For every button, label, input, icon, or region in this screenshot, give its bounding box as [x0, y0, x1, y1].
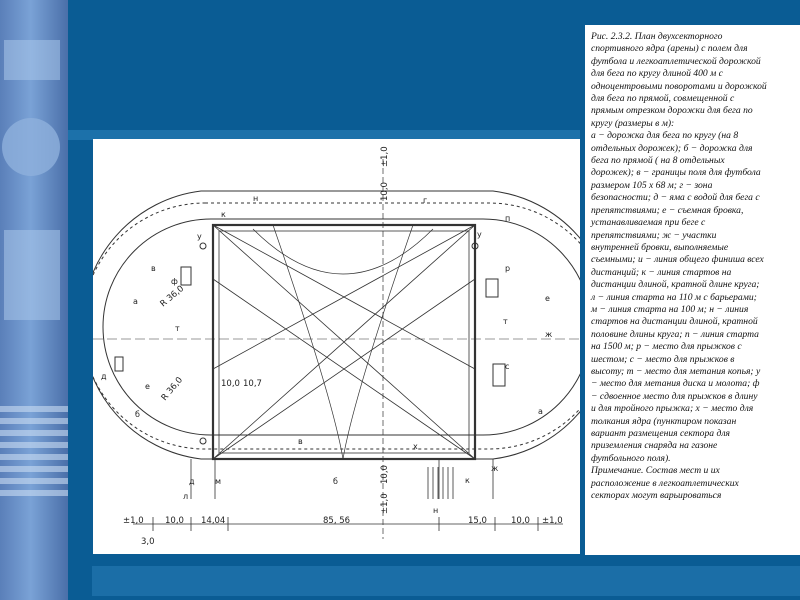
caption-line: съемными; и − линия общего финиша всех [591, 254, 764, 266]
caption-line: м − линия старта на 100 м; н − линия [591, 303, 749, 315]
caption-line: отдельных дорожек); б − дорожка для [591, 142, 753, 154]
legend-letter: т [175, 324, 180, 333]
caption-line: для бега по кругу длиной 400 м с [591, 68, 723, 80]
legend-letter: ф [171, 277, 178, 286]
caption-line: кругу (размеры в м): [591, 117, 675, 129]
legend-letter: а [133, 297, 138, 306]
caption-line: бега по прямой ( на 8 отдельных [591, 155, 725, 167]
dimension-text: 10,0 [511, 516, 530, 526]
legend-letter: т [503, 317, 508, 326]
dimension-text: 10,0 [380, 182, 390, 201]
legend-letter: н [433, 506, 439, 515]
caption-line: препятствиями; ж − участки [591, 229, 717, 241]
shot-put-hatch [428, 467, 453, 499]
slide-bottom-area [68, 556, 800, 600]
caption-line: препятствиями; е − съемная бровка, [591, 204, 744, 216]
caption-line: л − линия старта на 110 м с барьерами; [591, 291, 757, 303]
slide-top-area [68, 0, 580, 130]
caption-line: размером 105 х 68 м; г − зона [591, 179, 713, 191]
caption-line: устанавливаемая при беге с [591, 217, 706, 229]
caption-line: дистанций; к − линия стартов на [591, 266, 732, 278]
caption-line: и для тройного прыжка; х − место для [591, 403, 754, 415]
legend-letter: р [505, 264, 511, 273]
hammer-circle [200, 438, 206, 444]
caption-line: дорожек); в − границы поля для футбола [591, 167, 761, 179]
dimension-text: 85, 56 [323, 516, 351, 526]
caption-line: − место для метания диска и молота; ф [591, 378, 760, 390]
legend-letter: б [135, 410, 140, 419]
water-jump-pit [115, 357, 123, 371]
pole-vault-box [486, 279, 498, 297]
slide-bottom-bar [92, 566, 800, 596]
track-lane-line [93, 203, 580, 449]
decorative-block [4, 40, 60, 80]
caption-line: приземления снаряда на газоне [591, 440, 718, 452]
legend-letter: г [423, 196, 428, 205]
legend-letter: е [145, 382, 150, 391]
caption-line: спортивного ядра (арены) с полем для [591, 43, 748, 55]
dimension-text: ±1,0 [542, 516, 563, 526]
legend-letter: к [465, 476, 470, 485]
caption-line: половине длины круга; п − линия старта [591, 328, 759, 340]
caption-line: одноцентровыми поворотами и дорожкой [591, 80, 767, 92]
caption-line: прямым отрезком дорожки для бега по [591, 105, 753, 117]
dimension-text: 10,7 [243, 379, 262, 389]
legend-letter: е [545, 294, 550, 303]
long-jump-pit [181, 267, 191, 285]
sector-arcs [253, 225, 433, 459]
decorative-circle [2, 118, 60, 176]
dimension-text: ±1,0 [380, 493, 390, 514]
caption-line: шестом; с − место для прыжков в [591, 353, 735, 365]
legend-letter: д [101, 372, 107, 381]
dimension-text: 10,0 [165, 516, 184, 526]
legend-letter: л [183, 492, 189, 501]
high-jump-area [493, 364, 505, 386]
discus-circle [200, 243, 206, 249]
caption-note-line: Примечание. Состав мест и их [591, 465, 720, 477]
dimension-text: 3,0 [141, 537, 155, 547]
caption-line: безопасности; д − яма с водой для бега с [591, 192, 760, 204]
caption-line: футбола и легкоатлетической дорожкой [591, 55, 761, 67]
caption-line: на 1500 м; р − место для прыжков с [591, 341, 742, 353]
caption-line: дистанции длиной, кратной длине круга; [591, 279, 760, 291]
legend-letter: с [505, 362, 510, 371]
legend-letter: ж [491, 464, 499, 473]
dimension-text: ±1,0 [380, 146, 390, 167]
caption-note-line: расположение в легкоатлетических [591, 477, 739, 489]
stadium-plan-drawing [93, 139, 580, 554]
dimension-text: 14,04 [201, 516, 226, 526]
caption-line: высоту; т − место для метания копья; у [591, 365, 761, 377]
dimension-text: 10,0 [380, 465, 390, 484]
caption-line: для бега по прямой, совмещенной с [591, 93, 735, 105]
decorative-stripes [0, 400, 68, 520]
radius-label: R 36,0 [158, 283, 187, 310]
legend-letter: у [197, 232, 202, 241]
caption-line: толкания ядра (пунктиром показан [591, 415, 737, 427]
decorative-block [4, 230, 60, 320]
caption-line: вариант размещения сектора для [591, 428, 730, 439]
caption-line: Рис. 2.3.2. План двухсекторного [591, 31, 723, 42]
figure-caption [585, 25, 800, 555]
legend-letter: д [189, 477, 195, 486]
legend-letter: н [253, 194, 259, 203]
field-construction-lines [213, 225, 475, 459]
legend-letter: а [538, 407, 543, 416]
dimension-text: 10,0 [221, 379, 240, 389]
legend-letter: м [215, 477, 222, 486]
caption-line: − сдвоенное место для прыжков в длину [591, 390, 758, 402]
caption-line: футбольного поля). [591, 452, 671, 464]
legend-letter: б [333, 477, 338, 486]
caption-line: внутренней бровки, выполняемые [591, 241, 729, 253]
legend-letter: к [221, 210, 226, 219]
legend-letter: в [298, 437, 303, 446]
caption-line: а − дорожка для бега по кругу (на 8 [591, 130, 739, 142]
caption-note-line: секторах могут варьироваться [591, 490, 722, 502]
legend-letter: у [477, 230, 482, 239]
radius-label: R 36,0 [159, 375, 186, 403]
decorative-left-band [0, 0, 68, 600]
legend-letter: в [151, 264, 156, 273]
legend-letter: п [505, 214, 511, 223]
legend-letter: х [413, 442, 418, 451]
stadium-plan-figure [93, 139, 580, 554]
caption-line: стартов на дистанции длиной, кратной [591, 316, 758, 328]
dimension-text: ±1,0 [123, 516, 144, 526]
legend-letter: ж [545, 330, 553, 339]
dimension-text: 15,0 [468, 516, 487, 526]
